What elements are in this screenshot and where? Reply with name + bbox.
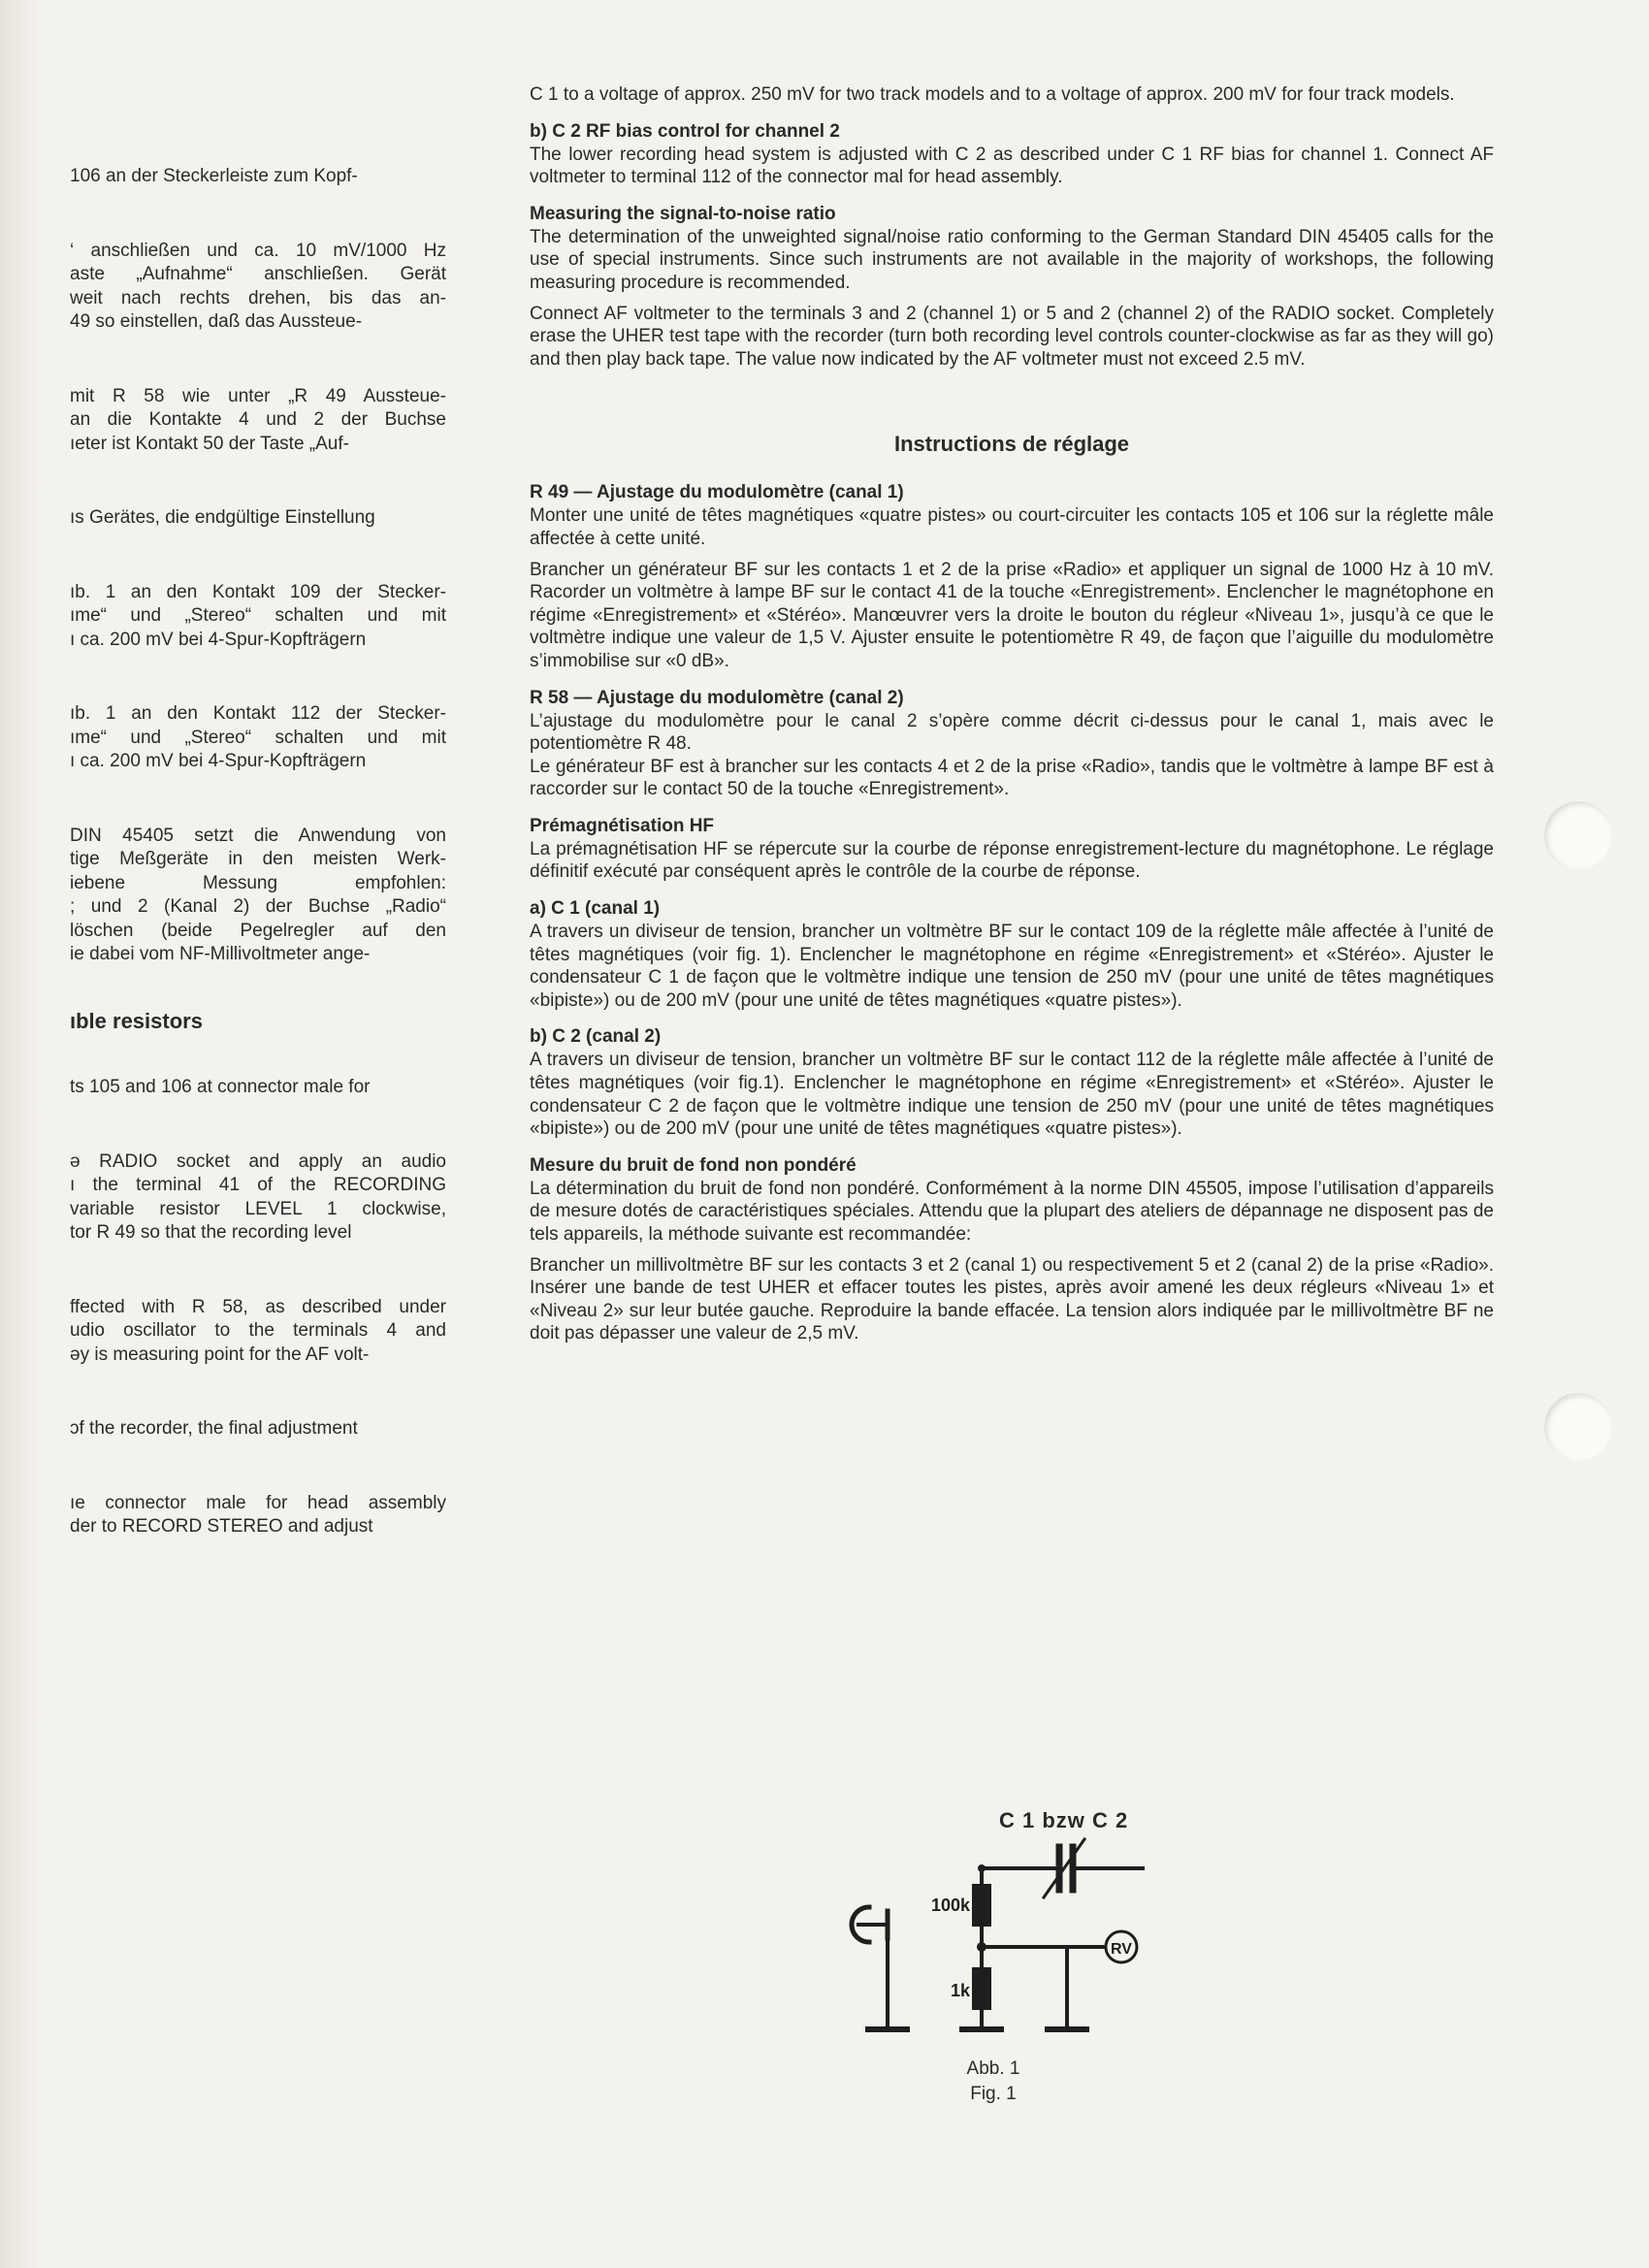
left-text-line: löschen (beide Pegelregler auf den [70,920,446,941]
left-text-line: ɔf the recorder, the final adjustment [70,1418,358,1439]
left-text-line: ; und 2 (Kanal 2) der Buchse „Radio“ [70,896,446,917]
junction-dot [978,1864,986,1872]
left-text-line: weit nach rechts drehen, bis das an- [70,287,446,308]
hf-text: La prémagnétisation HF se répercute sur la courbe de réponse enregistrement-lecture du magnétophone. Le réglage définitif exécuté par conséquent après le contrôle de la courbe de réponse. [530,838,1494,883]
left-text-line: an die Kontakte 4 und 2 der Buchse [70,409,446,430]
c2-bias-heading: b) C 2 RF bias control for channel 2 [530,120,840,142]
figure-caption-en: Fig. 1 [970,2084,1017,2104]
left-text-line: ‘ anschließen und ca. 10 mV/1000 Hz [70,240,446,261]
left-text-line: ı ca. 200 mV bei 4-Spur-Kopfträgern [70,751,367,771]
left-text-line: ıeter ist Kontakt 50 der Taste „Auf- [70,433,349,454]
left-text-line: udio oscillator to the terminals 4 and [70,1320,446,1341]
snr-text-1: The determination of the unweighted signal/noise ratio conforming to the German Standard DIN 45405 calls for the use of special instruments. Since such instruments are not available in the majority of workshops, the following measuring procedure is recommended. [530,226,1494,293]
r58-heading: R 58 — Ajustage du modulomètre (canal 2) [530,687,904,708]
hf-heading: Prémagnétisation HF [530,815,715,836]
resistor-1k-label: 1k [950,1981,970,2000]
left-text-line: 106 an der Steckerleiste zum Kopf- [70,166,358,186]
left-text-line: tor R 49 so that the recording level [70,1222,352,1243]
left-text-line: variable resistor LEVEL 1 clockwise, [70,1198,446,1219]
left-text-line: ıme“ und „Stereo“ schalten und mit [70,605,446,626]
r49-text-2: Brancher un générateur BF sur les contacts 1 et 2 de la prise «Radio» et appliquer un signal de 1000 Hz à 10 mV. Racorder un voltmètre à lampe BF sur le contact 41 de la touche «Enregistrement». Enclencher le magnétophone en régime «Enregistrement» et «Stéréo». Manœuvrer vers la droite le bouton du régleur «Niveau 1», jusqu’à ce que le voltmètre indique une valeur de 1,5 V. Ajuster ensuite le potentiomètre R 49, de façon que l’aiguille du modulomètre s’immobilise sur «0 dB». [530,559,1494,671]
left-text-line: ıme“ und „Stereo“ schalten und mit [70,727,446,748]
left-text-line: tige Meßgeräte in den meisten Werk- [70,849,446,869]
left-text-line: ǝ RADIO socket and apply an audio [70,1150,446,1172]
left-text-line: DIN 45405 setzt die Anwendung von [70,825,446,846]
left-text-line: ıb. 1 an den Kontakt 112 der Stecker- [70,703,446,724]
left-text-line: ıs Gerätes, die endgültige Einstellung [70,507,375,528]
r58-text-1: L’ajustage du modulomètre pour le canal 2 s’opère comme décrit ci-dessus pour le canal 1, mais avec le potentiomètre R 48. [530,710,1494,755]
left-text-line: iebene Messung empfohlen: [70,872,446,893]
r49-heading: R 49 — Ajustage du modulomètre (canal 1) [530,482,904,503]
left-text-line: ts 105 and 106 at connector male for [70,1077,371,1097]
bruit-heading: Mesure du bruit de fond non pondéré [530,1154,857,1176]
c2-canal2-heading: b) C 2 (canal 2) [530,1026,662,1048]
bruit-text-2: Brancher un millivoltmètre BF sur les contacts 3 et 2 (canal 1) ou respectivement 5 et 2 (canal 2) de la prise «Radio». Insérer une bande de test UHER et effacer toutes les pistes, après avoir amené les deux régleurs «Niveau 1» et «Niveau 2» sur leur butée gauche. Reproduire la bande effacée. La tension alors indiquée par le millivoltmètre BF ne doit pas dépasser une valeur de 2,5 mV. [530,1254,1494,1345]
resistor-100k-label: 100k [930,1895,970,1915]
left-text-line: ie dabei vom NF-Millivoltmeter ange- [70,944,371,964]
left-text-line: mit R 58 wie unter „R 49 Aussteue- [70,385,446,406]
junction-dot [977,1942,986,1952]
snr-text-2: Connect AF voltmeter to the terminals 3 and 2 (channel 1) or 5 and 2 (channel 2) of the RADIO socket. Completely erase the UHER test tape with the recorder (turn both recording level controls counter-clockwise as far as they will go) and then play back tape. The value now indicated by the AF voltmeter must not exceed 2.5 mV. [530,303,1494,370]
left-text-line: aste „Aufnahme“ anschließen. Gerät [70,264,446,284]
figure-title: C 1 bzw C 2 [999,1808,1129,1832]
left-text-line: ıb. 1 an den Kontakt 109 der Stecker- [70,581,446,602]
c1-canal1-text: A travers un diviseur de tension, brancher un voltmètre BF sur le contact 109 de la réglette mâle affectée à l’unité de têtes magnétiques (voir fig. 1). Enclencher le magnétophone en régime «Enregistrement» et «Stéréo». Ajuster le condensateur C 1 de façon que le voltmètre indique une tension de 250 mV (pour une unité de têtes magnétiques «bipiste») ou de 200 mV (pour une unité de têtes magnétiques «quatre pistes»). [530,922,1494,1011]
left-text-line: 49 so einstellen, daß das Aussteue- [70,311,363,332]
meter-label: RV [1111,1941,1132,1958]
c1-canal1-heading: a) C 1 (canal 1) [530,898,661,920]
r58-text-2: Le générateur BF est à brancher sur les contacts 4 et 2 de la prise «Radio», tandis que le voltmètre à lampe BF est à raccorder sur le contact 50 de la touche «Enregistrement». [530,756,1494,800]
left-text-line: der to RECORD STEREO and adjust [70,1516,373,1537]
resistor-100k [974,1886,989,1925]
french-section-title: Instructions de réglage [893,432,1130,457]
snr-heading: Measuring the signal-to-noise ratio [530,203,836,224]
intro-paragraph: C 1 to a voltage of approx. 250 mV for two track models and to a voltage of approx. 200 mV for four track models. [530,84,1455,105]
left-text-line: ıe connector male for head assembly [70,1492,446,1513]
bruit-text-1: La détermination du bruit de fond non pondéré. Conformément à la norme DIN 45505, impose l’utilisation d’appareils de mesure dotés de caractéristiques spéciales. Attendu que la plupart des ateliers de dépannage ne disposent pas de tels appareils, la méthode suivante est recommandée: [530,1178,1494,1245]
r49-text-1: Monter une unité de têtes magnétiques «quatre pistes» ou court-circuiter les contacts 105 et 106 sur la réglette mâle affectée à cette unité. [530,505,1494,549]
left-text-line: ı ca. 200 mV bei 4-Spur-Kopfträgern [70,629,367,650]
figure-caption-de: Abb. 1 [966,2058,1020,2079]
resistor-1k [974,1969,989,2008]
left-text-line: ı the terminal 41 of the RECORDING [70,1175,446,1195]
c2-canal2-text: A travers un diviseur de tension, brancher un voltmètre BF sur le contact 112 de la réglette mâle affectée à l’unité de têtes magnétiques (voir fig.1). Enclencher le magnétophone en régime «Enregistrement» et «Stéréo». Ajuster le condensateur C 2 de façon que le voltmètre indique une tension de 250 mV (pour une unité de têtes magnétiques «bipiste») ou de 200 mV (pour une unité de têtes magnétiques «quatre pistes»). [530,1050,1494,1140]
left-text-line: ffected with R 58, as described under [70,1296,446,1317]
left-heading: ıble resistors [70,1008,203,1033]
c2-bias-text: The lower recording head system is adjusted with C 2 as described under C 1 RF bias for channel 1. Connect AF voltmeter to terminal 112 of the connector mal for head assembly. [530,144,1494,188]
left-text-line: ǝy is measuring point for the AF volt- [70,1344,370,1365]
